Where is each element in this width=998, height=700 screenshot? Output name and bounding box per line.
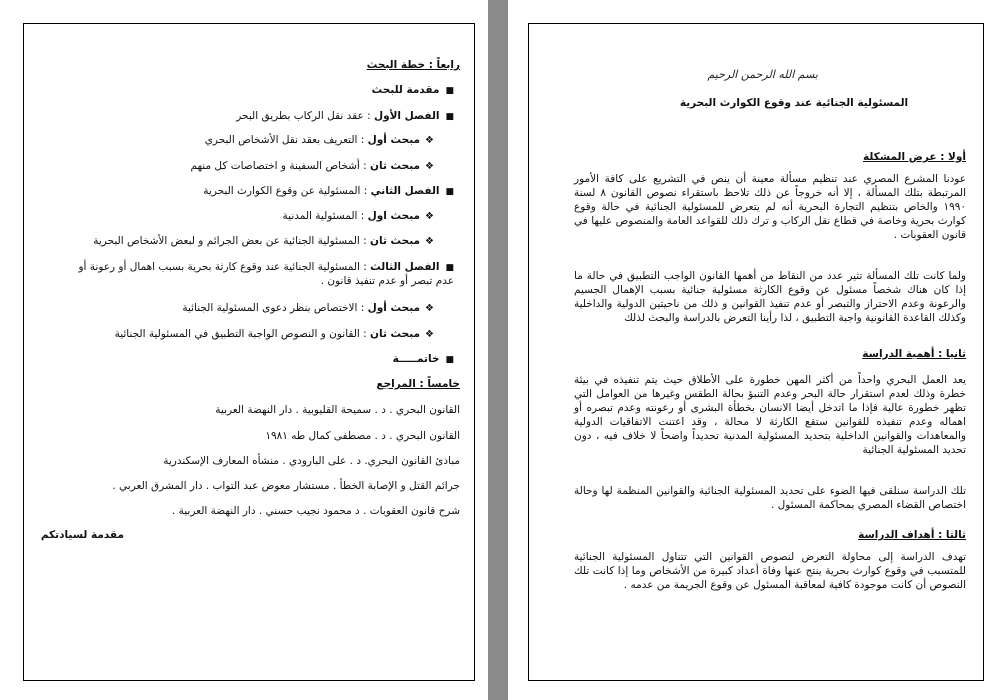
plan-item-label: مبحث ثان <box>370 328 421 340</box>
reference-item: القانون البحري . د . مصطفى كمال طه ١٩٨١ <box>265 430 460 442</box>
plan-item <box>78 260 454 275</box>
basmala: بسم الله الرحمن الرحيم <box>707 68 818 81</box>
plan-item <box>372 83 454 98</box>
paragraph: تهدف الدراسة إلى محاولة التعرض لنصوص القوانين التي تتناول المسئولية الجنائية للمتسبب في وقوع كوارث بحرية ينتج عنها وفاة أعداد كبيرة من الأشخاص وما إذا كانت تلك النصوص أن كانت موجودة كافية لمعاقبة المسئول عن وقوع الجريمة من عدمه . <box>574 551 966 591</box>
bullet-icon: ■ <box>445 86 454 96</box>
paragraph: عودنا المشرع المصري عند تنظيم مسألة معينة أن ينص في التشريع على كافة الأمور المرتبطة بتلك المسألة ، إلا أنه خروجاً عن ذلك تلاحظ باستقراء نصوص القانون ٨ لسنة ١٩٩٠ والخاص بتنظيم التجارة البحرية أنه لم يتعرض للمسئولية الجنائية في حالة وقوع كوارث بحرية وخاصة في قطاع نقل الركاب و ترك ذلك للقواعد العامة والمنصوص عليها في قانون العقوبات . <box>574 173 967 241</box>
plan-item <box>283 209 434 224</box>
plan-item-label: مبحث اول <box>367 210 421 222</box>
reference-item: جرائم القتل و الإصابة الخطأ . مستشار معوض عبد التواب . دار المشرق العربي . <box>112 480 460 492</box>
plan-item-label: مقدمة للبحث <box>371 84 440 96</box>
reference-item: شرح قانون العقوبات . د محمود نجيب حسني . دار النهضة العربية . <box>171 505 460 517</box>
plan-item-text: : المسئولية المدنية <box>282 210 365 222</box>
diamond-bullet-icon: ❖ <box>425 236 434 247</box>
reference-item: القانون البحري . د . سميحة القليوبية . دار النهضة العربية <box>215 404 460 416</box>
plan-item-label: مبحث ثان <box>370 160 421 172</box>
bullet-icon: ■ <box>445 355 454 365</box>
section-heading: أولا : عرض المشكلة <box>863 151 966 163</box>
references-heading: خامساً : المراجع <box>376 378 460 390</box>
signature: مقدمة لسيادتكم <box>40 529 124 541</box>
paragraph: يعد العمل البحري واحداً من أكثر المهن خطورة على الأطلاق حيث يتم تنفيذه في بيئة خطرة وذلك لعدم استقرار حالة البحر وعدم التنبؤ بحالة الطقس وغيرها من العوامل التي تظهر خطورة عالية فإذا ما اتدخل أيضا الانسان بخطأة البشرى أو رعونته وعدم تبصره أو اهماله وعدم تنفيذه للقوانين ستقع الكارثة لا محالة ، وقد اعتنت الاتفاقيات الدولية والمعاهدات والقوانين الداخلية بتحديد المسئولية المدنية تحديداً واضحاً لا خلاف فيه ، دون تحديد المسئولية الجنائية <box>574 374 966 456</box>
plan-item-label: الفصل الثالث <box>370 261 440 273</box>
diamond-bullet-icon: ❖ <box>425 135 434 146</box>
section-heading: ثالثا : أهداف الدراسة <box>858 529 966 541</box>
paragraph: تلك الدراسة سنلقى فيها الضوء على تحديد المسئولية الجنائية والقوانين المنظمة لها وحالة اختصاص القضاء المصري بمحاكمة المسئول . <box>574 485 966 511</box>
plan-item-label: مبحث أول <box>367 302 421 314</box>
plan-item <box>115 327 434 342</box>
bullet-icon: ■ <box>445 112 454 122</box>
plan-item <box>205 133 434 148</box>
bullet-icon: ■ <box>445 187 454 197</box>
diamond-bullet-icon: ❖ <box>425 329 434 340</box>
document-title: المسئولية الجنائية عند وقوع الكوارث البحرية <box>679 97 909 109</box>
plan-item-text: : المسئولية الجنائية عن بعض الجرائم و لبعض الأشخاص البحرية <box>93 235 367 247</box>
plan-item-label: خاتمـــــة <box>392 353 440 365</box>
left-page <box>0 0 488 700</box>
plan-item-label: مبحث ثان <box>370 235 421 247</box>
plan-item <box>203 184 454 199</box>
diamond-bullet-icon: ❖ <box>425 303 434 314</box>
plan-item-text: : التعريف بعقد نقل الأشخاص البحري <box>204 134 365 146</box>
plan-item-text: : الاختصاص بنظر دعوى المسئولية الجنائية <box>182 302 365 314</box>
plan-item-text: : المسئولية عن وقوع الكوارث البحرية <box>203 185 368 197</box>
section-heading: ثانيا : أهمية الدراسة <box>862 348 966 360</box>
plan-item <box>93 234 434 249</box>
plan-item-text: : المسئولية الجنائية عند وقوع كارثة بحرية بسبب اهمال أو رعونة أو <box>78 261 367 273</box>
right-page <box>508 0 998 700</box>
plan-item-label: مبحث أول <box>367 134 421 146</box>
plan-item-text: : القانون و النصوص الواجبة التطبيق في المسئولية الجنائية <box>114 328 367 340</box>
plan-item <box>236 109 454 124</box>
diamond-bullet-icon: ❖ <box>425 211 434 222</box>
plan-item-label: الفصل الأول <box>373 110 440 122</box>
plan-item <box>393 352 454 367</box>
plan-item <box>182 301 434 316</box>
diamond-bullet-icon: ❖ <box>425 161 434 172</box>
plan-item-text: : عقد نقل الركاب بطريق البحر <box>236 110 371 122</box>
bullet-icon: ■ <box>445 263 454 273</box>
plan-heading: رابعاً : خطة البحث <box>366 59 460 71</box>
plan-item <box>190 159 434 174</box>
paragraph: ولما كانت تلك المسألة تثير عدد من النقاط من أهمها القانون الواجب التطبيق في حالة ما إذا كان هناك شخصاً مسئول عن وقوع الكارثة مسئولية جنائية بسبب الإهمال الجسيم والرعونة وعدم الاحتراز والتبصر أو عدم تنفيذ القوانين و ذلك من ناحيتين الدولية والداخلية وكذلك القاعدة القانونية واجبة التطبيق ، لذا رأينا التعرض بالدراسة والبحث لذلك <box>574 270 966 324</box>
reference-item: مبادئ القانون البحري. د . على البارودي . منشأه المعارف الإسكندرية <box>163 455 460 467</box>
plan-item-continuation: عدم تبصر أو عدم تنفيذ قانون . <box>320 275 454 287</box>
plan-item-label: الفصل الثاني <box>370 185 440 197</box>
plan-item-text: : أشخاص السفينة و اختصاصات كل منهم <box>190 160 367 172</box>
